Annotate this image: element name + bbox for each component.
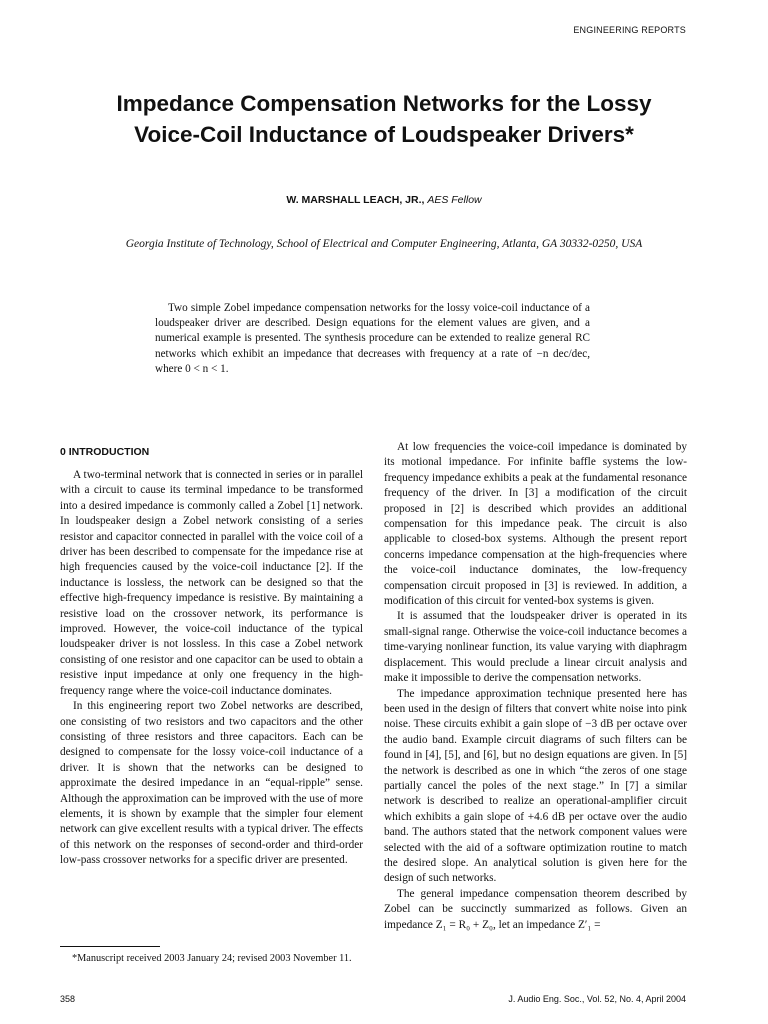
right-column [384,440,687,933]
title-line-1: Impedance Compensation Networks for the Lossy [116,91,652,116]
paragraph: A two-terminal network that is connected in series or in parallel with a circuit to cause its terminal impedance to be transformed into a desired impedance is commonly called a Zobel [1] network. In loudspeaker design a Zobel network consisting of a series resistor and capacitor connected in parallel with the voice coil of a driver has been described to compensate for the impedance rise at high frequencies caused by the voice-coil inductance [2]. If the inductance is lossless, the network can be designed so that the effective high-frequency impedance is resistive. By maintaining a resistive load on the crossover network, its performance is improved. However, the voice-coil inductance of the typical loudspeaker driver is not lossless. In this case a Zobel network consisting of one resistor and one capacitor can be used to obtain a resistive input impedance at only one frequency in the high-frequency range where the voice-coil inductance dominates. [60,469,363,697]
journal-citation: J. Audio Eng. Soc., Vol. 52, No. 4, April 2004 [508,994,686,1004]
affiliation: Georgia Institute of Technology, School of Electrical and Computer Engineering, Atlanta, GA 30332-0250, USA [125,238,643,250]
author-name: W. MARSHALL LEACH, JR., [286,194,425,206]
paragraph: In this engineering report two Zobel networks are described, one consisting of two resistors and two capacitors and the other consisting of three resistors and three capacitors. Each can be designed to compensate for the lossy voice-coil inductance of a driver. It is shown that the networks can be designed to approximate the desired impedance in an “equal-ripple” sense. Although the approximation can be improved with the use of more elements, it is shown by example that the simpler four element network can give excellent results with a typical driver. The effects of this network on the responses of second-order and third-order low-pass crossover networks for a specific driver are presented. [60,700,363,867]
page-number: 358 [60,994,76,1004]
abstract-text: Two simple Zobel impedance compensation networks for the lossy voice-coil inductance of a loudspeaker driver are described. Design equations for the element values are given, and a numerical example is presented. The synthesis procedure can be extended to realize general RC networks which exhibit an impedance that decreases with frequency at a rate of −n dec/dec, where 0 < n < 1. [155,302,590,375]
paper-title [40,88,728,150]
left-column [60,440,363,869]
paragraph: The impedance approximation technique presented here has been used in the design of filters that convert white noise into pink noise. These circuits exhibit a gain slope of −3 dB per octave over the audio band. Example circuit diagrams of such filters can be found in [4], [5], and [6], but no design equations are given. In [5] the network is described as one in which “the zeros of one stage partially cancel the poles of the next stage.” In [7] a similar network is described to realize an operational-amplifier circuit which exhibits a gain slope of +4.6 dB per octave over the audio band. The authors stated that the network component values were selected with the aid of a software optimization routine to match the desired slope. An analytical solution is given here for the design of such networks. [384,687,687,885]
footnote: *Manuscript received 2003 January 24; revised 2003 November 11. [72,953,352,964]
section-heading: 0 INTRODUCTION [60,446,150,458]
author-line [0,194,768,206]
paragraph: At low frequencies the voice-coil impedance is dominated by its motional impedance. For infinite baffle systems the low-frequency impedance exhibits a peak at the fundamental resonance frequency of the driver. In [3] a modification of the circuit proposed in [2] is described which provides an additional compensation for this impedance peak. The circuit is also applicable to closed-box systems. Although the present report concerns impedance compensation at the high-frequencies where the voice-coil inductance dominates, the low-frequency compensation circuit proposed in [3] is reviewed. In addition, a modification of this circuit for vented-box systems is given. [384,441,687,608]
author-role: AES Fellow [427,194,482,206]
abstract [155,301,590,377]
footnote-rule [60,946,160,947]
title-line-2: Voice-Coil Inductance of Loudspeaker Drivers* [134,122,634,147]
paragraph: It is assumed that the loudspeaker driver is operated in its small-signal range. Otherwise the voice-coil inductance becomes a time-varying nonlinear function, its value varying with diaphragm displacement. This would preclude a linear circuit analysis and make it impossible to derive the compensation networks. [384,610,687,685]
running-header: ENGINEERING REPORTS [573,25,686,35]
paragraph: The general impedance compensation theorem described by Zobel can be succinctly summarized as follows. Given an impedance Z₁ = R₀ + Z₀, let an impedance Z′₁ = [384,887,687,931]
